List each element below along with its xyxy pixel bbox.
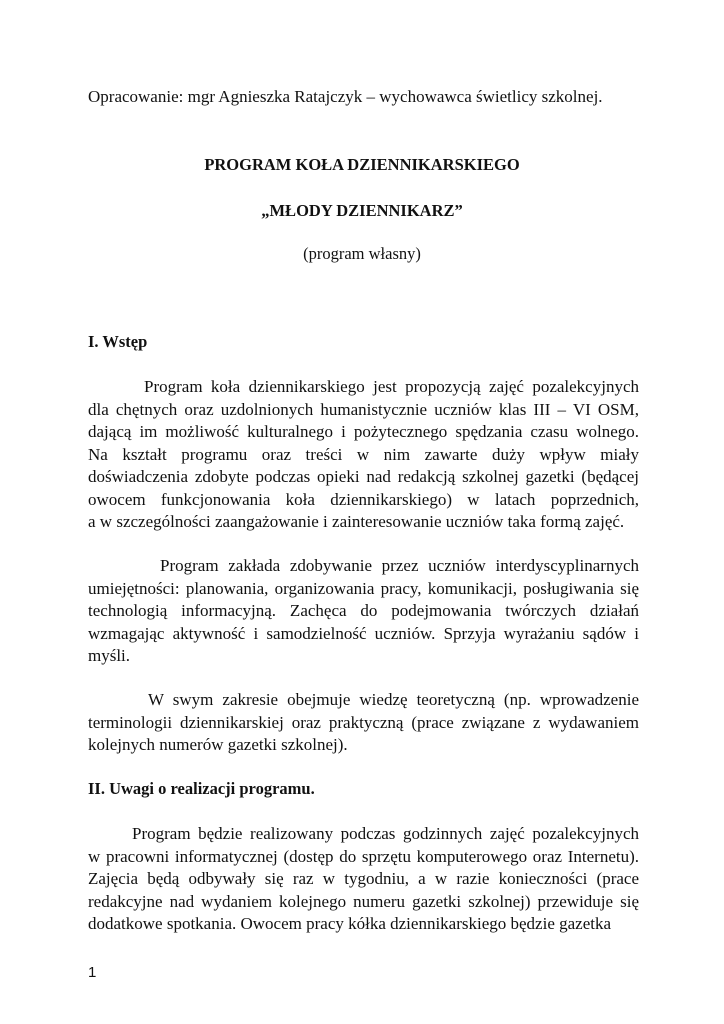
- document-title: PROGRAM KOŁA DZIENNIKARSKIEGO: [204, 155, 520, 174]
- document-subtitle-note: (program własny): [303, 244, 421, 263]
- paragraph-line: myśli.: [88, 646, 131, 665]
- page-number: 1: [88, 964, 97, 981]
- paragraph-line: dającą im możliwość kulturalnego i pożytecznego spędzania czasu wolnego.: [88, 422, 639, 441]
- paragraph-line: Zajęcia będą odbywały się raz w tygodniu, a w razie konieczności (prace: [88, 869, 639, 888]
- paragraph-line: w pracowni informatycznej (dostęp do sprzętu komputerowego oraz Internetu).: [88, 846, 639, 866]
- paragraph-line: Program zakłada zdobywanie przez uczniów interdyscyplinarnych: [160, 556, 639, 575]
- paragraph-line: terminologii dziennikarskiej oraz praktyczną (prace związane z wydawaniem: [88, 712, 639, 732]
- paragraph-line: W swym zakresie obejmuje wiedzę teoretyczną (np. wprowadzenie: [148, 690, 639, 709]
- paragraph-line: kolejnych numerów gazetki szkolnej).: [88, 735, 348, 754]
- paragraph-line: dla chętnych oraz uzdolnionych humanistycznie uczniów klas III – VI OSM,: [88, 399, 639, 419]
- section-heading-notes: II. Uwagi o realizacji programu.: [88, 779, 315, 798]
- paragraph-line: Program koła dziennikarskiego jest propozycją zajęć pozalekcyjnych: [144, 377, 639, 396]
- paragraph-line: redakcyjne nad wydaniem kolejnego numeru gazetki szkolnej) przewiduje się: [88, 891, 639, 911]
- paragraph-line: Na kształt programu oraz treści w nim zawarte duży wpływ miały: [88, 444, 639, 464]
- paragraph-line: technologią informacyjną. Zachęca do podejmowania twórczych działań: [88, 601, 639, 620]
- document-subtitle-name: „MŁODY DZIENNIKARZ”: [261, 201, 463, 220]
- paragraph-line: Program będzie realizowany podczas godzinnych zajęć pozalekcyjnych: [132, 824, 639, 843]
- paragraph-line: doświadczenia zdobyte podczas opieki nad redakcją szkolnej gazetki (będącej: [88, 467, 639, 486]
- paragraph-line: umiejętności: planowania, organizowania pracy, komunikacji, posługiwania się: [88, 578, 639, 598]
- paragraph-line: a w szczególności zaangażowanie i zainteresowanie uczniów taka formą zajęć.: [88, 512, 625, 531]
- paragraph-line: dodatkowe spotkania. Owocem pracy kółka dziennikarskiego będzie gazetka: [88, 914, 612, 933]
- paragraph-line: owocem funkcjonowania koła dziennikarskiego) w latach poprzednich,: [88, 489, 639, 509]
- paragraph-line: wzmagając aktywność i samodzielność uczniów. Sprzyja wyrażaniu sądów i: [88, 623, 639, 643]
- section-heading-intro: I. Wstęp: [88, 332, 148, 351]
- author-line: Opracowanie: mgr Agnieszka Ratajczyk – wychowawca świetlicy szkolnej.: [88, 87, 603, 106]
